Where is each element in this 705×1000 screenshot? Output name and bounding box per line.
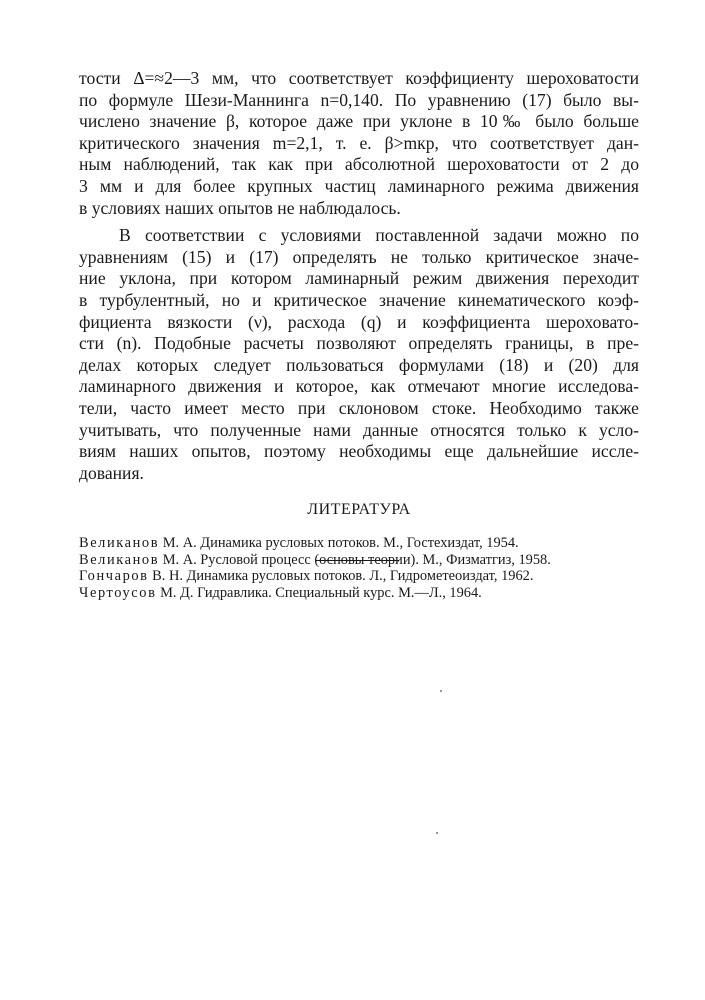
text-line: В соответствии с условиями поставленной задачи можно по	[119, 225, 639, 246]
text-line: по формуле Шези-Маннинга n=0,140. По уравнению (17) было вы-	[79, 89, 639, 110]
text-line: виям наших опытов, поэтому необходимы еще дальнейшие иссле-	[79, 441, 639, 462]
reference-author: Великанов	[79, 551, 160, 568]
text-line: 3 мм и для более крупных частиц ламинарного режима движения	[79, 175, 639, 196]
reference-item	[79, 535, 639, 552]
scan-speck	[440, 690, 442, 692]
paragraph-1	[79, 68, 639, 219]
text-line: дования.	[79, 462, 144, 483]
paragraph-2	[79, 225, 639, 484]
text-line: уравнениям (15) и (17) определять не только критическое значе-	[79, 246, 639, 267]
text-line: фициента вязкости (ν), расхода (q) и коэффициента шероховато-	[79, 311, 639, 332]
scan-speck	[436, 832, 438, 834]
reference-item	[79, 568, 639, 585]
text-line: тели, часто имеет место при склоновом стоке. Необходимо также	[79, 397, 639, 418]
reference-author: Великанов	[79, 535, 160, 552]
reference-text: В. Н. Динамика русловых потоков. Л., Гидрометеоиздат, 1962.	[148, 568, 534, 585]
reference-text: М. Д. Гидравлика. Специальный курс. М.—Л., 1964.	[156, 585, 482, 602]
text-line: сти (n). Подобные расчеты позволяют определять границы, в пре-	[79, 333, 639, 354]
text-line: делах которых следует пользоваться формулами (18) и (20) для	[79, 354, 639, 375]
text-line: числено значение β, которое даже при уклоне в 10‰ было больше	[79, 111, 639, 132]
text-line: ным наблюдений, так как при абсолютной шероховатости от 2 до	[79, 154, 639, 175]
article-page	[79, 68, 639, 602]
end-of-article-rule	[316, 560, 399, 561]
reference-list	[79, 535, 639, 601]
reference-item	[79, 585, 639, 602]
reference-text: М. А. Русловой процесс (основы теории). М., Физматгиз, 1958.	[159, 551, 551, 568]
text-line: ние уклона, при котором ламинарный режим движения переходит	[79, 268, 639, 289]
text-line: тости Δ=≈2—3 мм, что соответствует коэффициенту шероховатости	[79, 68, 639, 88]
reference-author: Чертоусов	[79, 585, 157, 602]
reference-author: Гончаров	[79, 568, 149, 585]
text-line: критического значения m=2,1, т. е. β>mкр, что соответствует дан-	[79, 132, 639, 153]
text-line: ламинарного движения и которое, как отмечают многие исследова-	[79, 376, 639, 397]
text-line: учитывать, что полученные нами данные относятся только к усло-	[79, 419, 639, 440]
reference-text: М. А. Динамика русловых потоков. М., Гостехиздат, 1954.	[159, 535, 519, 552]
literature-heading: ЛИТЕРАТУРА	[307, 501, 411, 519]
text-line: в условиях наших опытов не наблюдалось.	[79, 197, 401, 218]
text-line: в турбулентный, но и критическое значение кинематического коэф-	[79, 289, 639, 310]
